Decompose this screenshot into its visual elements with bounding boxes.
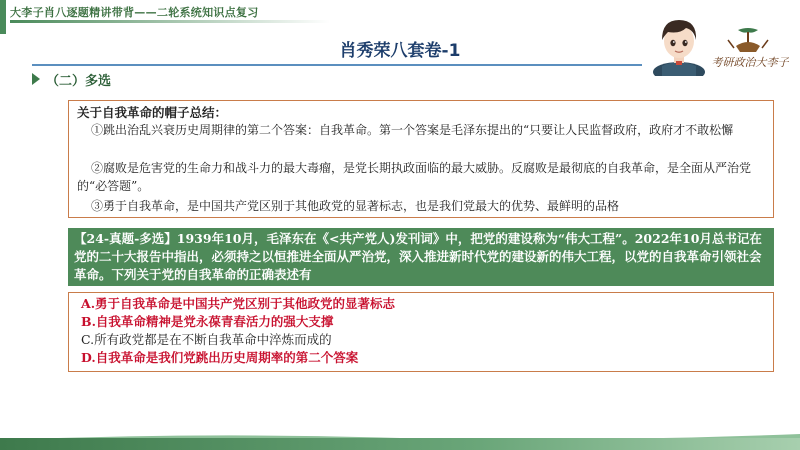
summary-heading: 关于自我革命的帽子总结：: [77, 105, 228, 120]
options-box: [68, 292, 774, 372]
course-title: 大李子肖八逐题精讲带背——二轮系统知识点复习: [10, 6, 259, 19]
option-b: B.自我革命精神是党永葆青春活力的强大支撑: [81, 314, 334, 329]
summary-box: [68, 100, 774, 218]
section-marker-icon: [32, 73, 40, 85]
title-divider: [32, 64, 642, 66]
summary-item: ③勇于自我革命，是中国共产党区别于其他政党的显著标志，也是我们党最大的优势、最鲜明的品格: [91, 199, 620, 213]
option-a: A.勇于自我革命是中国共产党区别于其他政党的显著标志: [81, 296, 396, 311]
question-text: 1939年10月，毛泽东在《<共产党人)发刊词》中，把党的建设称为“伟大工程”。2022年10月总书记在党的二十大报告中指出，必须持之以恒推进全面从严治党，深入推进新时代党的建设新的伟大工程，以党的自我革命引领社会革命。下列关于党的自我革命的正确表述有: [74, 231, 762, 282]
teacher-avatar: [650, 14, 708, 76]
summary-item: ①跳出治乱兴衰历史周期律的第二个答案：自我革命。第一个答案是毛泽东提出的“只要让人民监督政府，政府才不敢松懈: [91, 123, 734, 137]
section-label: （二）多选: [46, 74, 112, 89]
question-tag: 【24-真题-多选】: [74, 231, 177, 246]
option-c: C.所有政党都是在不断自我革命中淬炼而成的: [81, 332, 332, 347]
bottom-bar: [0, 438, 800, 450]
option-d: D.自我革命是我们党跳出历史周期率的第二个答案: [81, 350, 359, 365]
page-title: 肖秀荣八套卷-1: [339, 41, 461, 61]
question-box: [68, 228, 774, 286]
summary-item: ②腐败是危害党的生命力和战斗力的最大毒瘤，是党长期执政面临的最大威胁。反腐败是最彻底的自我革命，是全面从严治党的“必答题”。: [77, 161, 752, 193]
brand-text: 考研政治大李子: [711, 56, 789, 69]
header-accent-bar: [0, 0, 6, 34]
course-title-underline: [10, 20, 330, 23]
